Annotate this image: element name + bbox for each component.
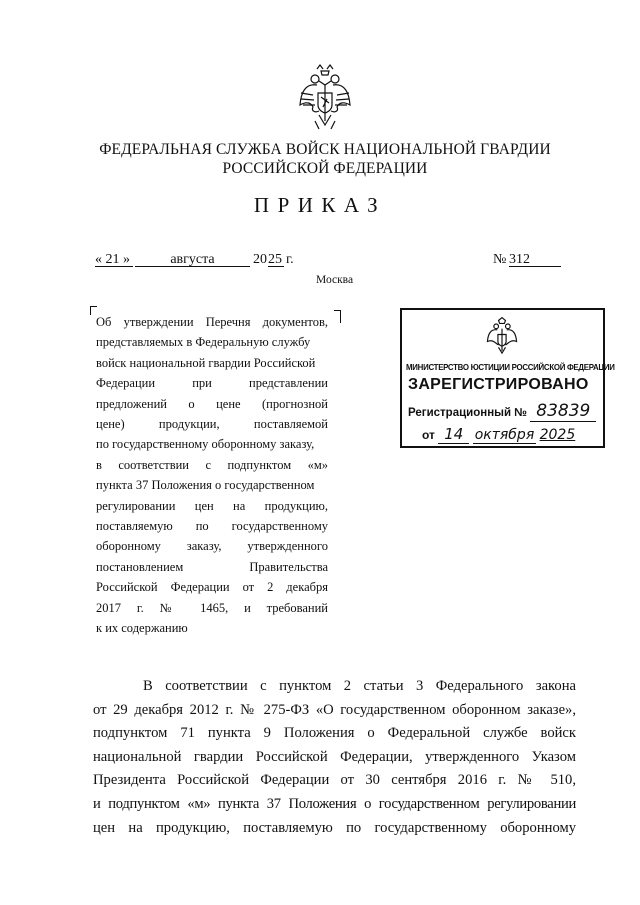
- city: Москва: [316, 274, 354, 286]
- subject-line: 2017 г. № 1465, и требований: [96, 600, 328, 615]
- subject-line: предложений о цене (прогнозной: [96, 396, 328, 411]
- coat-of-arms-icon: [297, 63, 353, 135]
- stamp-date: [422, 425, 575, 444]
- subject-line: Российской Федерации от 2 декабря: [96, 580, 328, 595]
- subject-line: Об утверждении Перечня документов,: [96, 315, 328, 329]
- subject-line: войск национальной гвардии Российской: [96, 355, 316, 370]
- stamp-registration-number: [408, 401, 596, 422]
- stamp-date-year: 2025: [539, 427, 576, 443]
- organization-name: [80, 140, 570, 178]
- subject-line: постановлением Правительства: [96, 559, 328, 574]
- coat-of-arms-icon: [485, 317, 519, 359]
- subject-line: представляемых в Федеральную службу: [96, 335, 311, 350]
- stamp-registered: ЗАРЕГИСТРИРОВАНО: [408, 376, 589, 393]
- body-line: от 29 декабря 2012 г. № 275-ФЗ «О государственном оборонном заказе»,: [93, 701, 576, 718]
- stamp-date-month: октября: [474, 427, 535, 443]
- subject-bracket-right: [334, 310, 341, 323]
- body-line: Президента Российской Федерации от 30 сентября 2016 г. № 510,: [93, 772, 576, 789]
- subject-line: оборонному заказу, утвержденного: [96, 539, 328, 554]
- subject-line: регулировании цен на продукцию,: [96, 498, 328, 513]
- org-line-1: ФЕДЕРАЛЬНАЯ СЛУЖБА ВОЙСК НАЦИОНАЛЬНОЙ ГВАРДИИ: [99, 141, 551, 158]
- stamp-date-prefix: от: [422, 428, 435, 442]
- org-line-2: РОССИЙСКОЙ ФЕДЕРАЦИИ: [222, 160, 428, 177]
- date-year-g: г.: [286, 252, 294, 267]
- number-value: 312: [509, 252, 561, 267]
- body-line: национальной гвардии Российской Федерации, утвержденного Указом: [93, 748, 576, 765]
- subject-line: в соответствии с подпунктом «м»: [96, 457, 328, 472]
- number-label: №: [493, 252, 507, 267]
- body-line: В соответствии с пунктом 2 статьи 3 Федерального закона: [143, 678, 576, 694]
- stamp-reg-label: Регистрационный №: [408, 407, 528, 419]
- body-line: подпунктом 71 пункта 9 Положения о Федеральной службе войск: [93, 725, 576, 742]
- subject-line: по государственному оборонному заказу,: [96, 437, 315, 452]
- body-line: и подпунктом «м» пункта 37 Положения о государственном регулировании: [93, 795, 576, 812]
- date-day: « 21 »: [95, 252, 133, 267]
- subject-line: Федерации при представлении: [96, 376, 328, 391]
- subject-line: к их содержанию: [96, 621, 188, 636]
- stamp-ministry: МИНИСТЕРСТВО ЮСТИЦИИ РОССИЙСКОЙ ФЕДЕРАЦИИ: [406, 362, 615, 372]
- stamp-reg-number: 83839: [530, 401, 596, 422]
- body-paragraph: [93, 675, 576, 840]
- date-year-prefix: 20: [253, 252, 267, 267]
- date-month: августа: [135, 252, 250, 267]
- subject-line: поставляемую по государственному: [96, 519, 328, 534]
- subject-line: пункта 37 Положения о государственном: [96, 478, 315, 493]
- registration-stamp: [400, 308, 615, 448]
- body-line: цен на продукцию, поставляемую по государственному оборонному: [93, 819, 576, 836]
- stamp-date-day: 14: [438, 425, 469, 444]
- date-year-suffix: 25: [268, 252, 282, 267]
- subject-line: цене) продукции, поставляемой: [96, 417, 328, 432]
- subject-block: [96, 312, 328, 639]
- document-type-title: ПРИКАЗ: [253, 193, 387, 217]
